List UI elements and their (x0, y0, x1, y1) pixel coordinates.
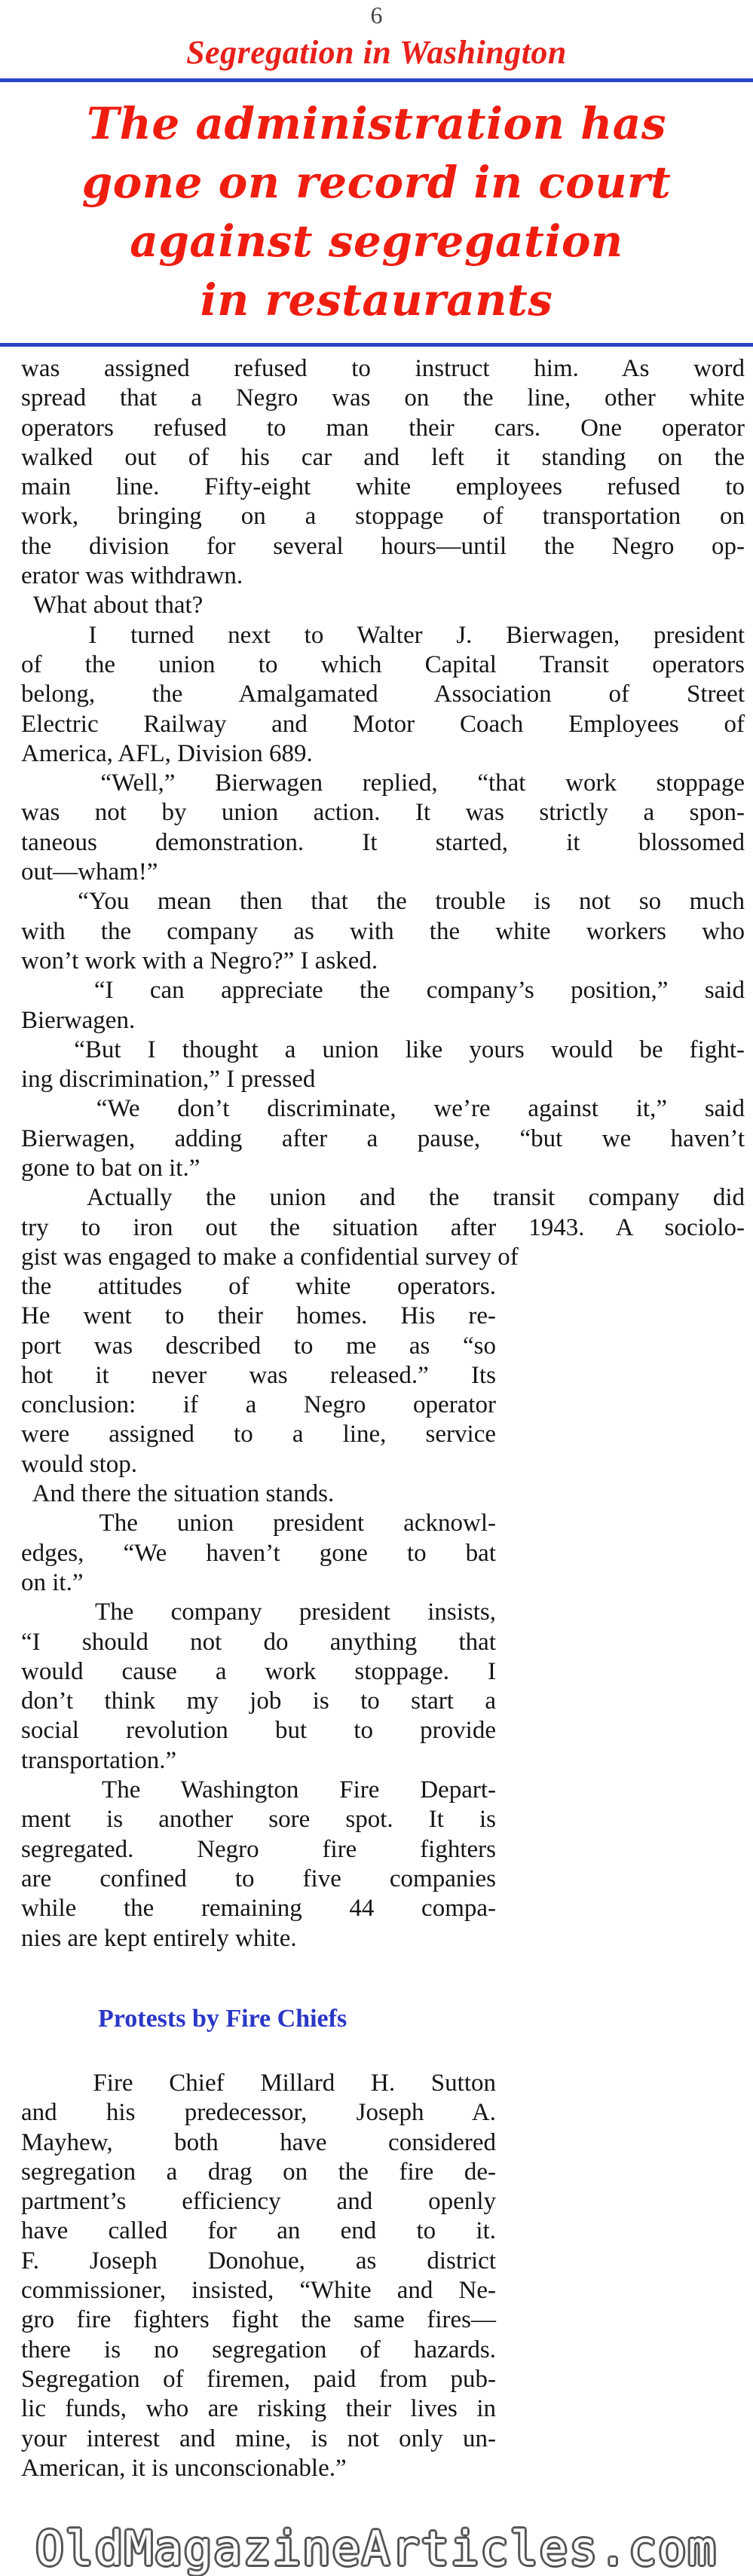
text-line: I turned next to Walter J. Bierwagen, president (21, 621, 745, 649)
pull-quote-line: in restaurants (200, 274, 553, 326)
text-line: edges, “We haven’t gone to bat (21, 1539, 496, 1567)
text-line: America, AFL, Division 689. (21, 739, 313, 767)
pull-quote-line: against segregation (130, 216, 623, 267)
text-line: taneous demonstration. It started, it blossomed (21, 828, 745, 856)
text-line: was assigned refused to instruct him. As word (21, 355, 745, 382)
text-line: with the company as with the white workers who (21, 917, 745, 945)
pull-quote (0, 94, 753, 329)
text-line: on it.” (21, 1568, 84, 1596)
pull-quote-line: gone on record in court (81, 157, 672, 208)
text-line: Fire Chief Millard H. Sutton (21, 2070, 496, 2097)
article-body-narrow-column (21, 1272, 496, 1953)
text-line: Bierwagen, adding after a pause, “but we haven’t (21, 1124, 745, 1152)
text-line: segregation a drag on the fire de- (21, 2158, 496, 2186)
text-line: “I can appreciate the company’s position,” said (21, 977, 745, 1005)
text-line: The union president acknowl- (21, 1510, 496, 1537)
text-line: were assigned to a line, service (21, 1421, 496, 1449)
text-line: nies are kept entirely white. (21, 1924, 297, 1952)
text-line: The company president insists, (21, 1599, 496, 1626)
page-number: 6 (370, 2, 383, 29)
text-line: Electric Railway and Motor Coach Employees of (21, 710, 745, 738)
text-line: are confined to five companies (21, 1865, 496, 1892)
section-subhead: Protests by Fire Chiefs (98, 2005, 347, 2033)
text-line: “You mean then that the trouble is not so much (21, 888, 745, 916)
pull-quote-rule (0, 343, 753, 347)
text-line: the division for several hours—until the Negro op- (21, 532, 745, 560)
text-line: social revolution but to provide (21, 1717, 496, 1745)
text-line: work, bringing on a stoppage of transportation on (21, 503, 745, 531)
text-line: operators refused to man their cars. One operator (21, 414, 745, 442)
text-line: ing discrimination,” I pressed (21, 1066, 316, 1094)
text-line: F. Joseph Donohue, as district (21, 2247, 496, 2275)
site-watermark: OldMagazineArticles.com (35, 2521, 718, 2576)
text-line: gist was engaged to make a confidential survey of (21, 1243, 519, 1271)
text-line: American, it is unconscionable.” (21, 2454, 347, 2482)
text-line: would stop. (21, 1450, 138, 1478)
text-line: port was described to me as “so (21, 1332, 496, 1360)
text-line: hot it never was released.” Its (21, 1361, 496, 1389)
text-line: spread that a Negro was on the line, other white (21, 384, 745, 412)
text-line: was not by union action. It was strictly a spon- (21, 799, 745, 827)
text-line: Actually the union and the transit company did (21, 1184, 745, 1212)
pull-quote-line: The administration has (86, 98, 667, 149)
text-line: conclusion: if a Negro operator (21, 1391, 496, 1419)
text-line: Bierwagen. (21, 1006, 136, 1034)
text-line: gro fire fighters fight the same fires— (21, 2306, 496, 2334)
text-line: of the union to which Capital Transit operators (21, 650, 745, 678)
text-line: and his predecessor, Joseph A. (21, 2099, 496, 2127)
text-line: “Well,” Bierwagen replied, “that work stoppage (21, 769, 745, 797)
text-line: partment’s efficiency and openly (21, 2188, 496, 2216)
text-line: try to iron out the situation after 1943. A sociolo- (21, 1213, 745, 1241)
text-line: The Washington Fire Depart- (21, 1776, 496, 1804)
text-line: lic funds, who are risking their lives in (21, 2395, 496, 2423)
text-line: would cause a work stoppage. I (21, 1657, 496, 1685)
text-line: have called for an end to it. (21, 2217, 496, 2245)
running-head: Segregation in Washington (186, 34, 567, 71)
text-line: Segregation of firemen, paid from pub- (21, 2365, 496, 2393)
text-line: segregated. Negro fire fighters (21, 1835, 496, 1863)
text-line: transportation.” (21, 1746, 177, 1774)
text-line: walked out of his car and left it standing on the (21, 443, 745, 471)
text-line: commissioner, insisted, “White and Ne- (21, 2277, 496, 2305)
text-line: He went to their homes. His re- (21, 1302, 496, 1330)
text-line: your interest and mine, is not only un- (21, 2425, 496, 2452)
text-line: out—wham!” (21, 858, 158, 886)
text-line: won’t work with a Negro?” I asked. (21, 947, 378, 974)
text-line: Mayhew, both have considered (21, 2128, 496, 2156)
text-line: the attitudes of white operators. (21, 1273, 496, 1300)
article-body-wide (21, 354, 745, 1272)
text-line: gone to bat on it.” (21, 1155, 200, 1182)
text-line: “I should not do anything that (21, 1628, 496, 1656)
text-line: belong, the Amalgamated Association of Street (21, 681, 745, 708)
text-line: What about that? (21, 592, 204, 620)
text-line: main line. Fifty-eight white employees refused to (21, 473, 745, 501)
text-line: don’t think my job is to start a (21, 1687, 496, 1715)
text-line: there is no segregation of hazards. (21, 2336, 496, 2363)
text-line: “We don’t discriminate, we’re against it,” said (21, 1095, 745, 1123)
text-line: erator was withdrawn. (21, 562, 243, 590)
text-line: “But I thought a union like yours would be fight- (21, 1036, 745, 1063)
top-rule (0, 78, 753, 82)
article-body-fire-chiefs (21, 2069, 496, 2483)
text-line: And there the situation stands. (21, 1480, 335, 1508)
text-line: while the remaining 44 compa- (21, 1895, 496, 1923)
text-line: ment is another sore spot. It is (21, 1806, 496, 1834)
